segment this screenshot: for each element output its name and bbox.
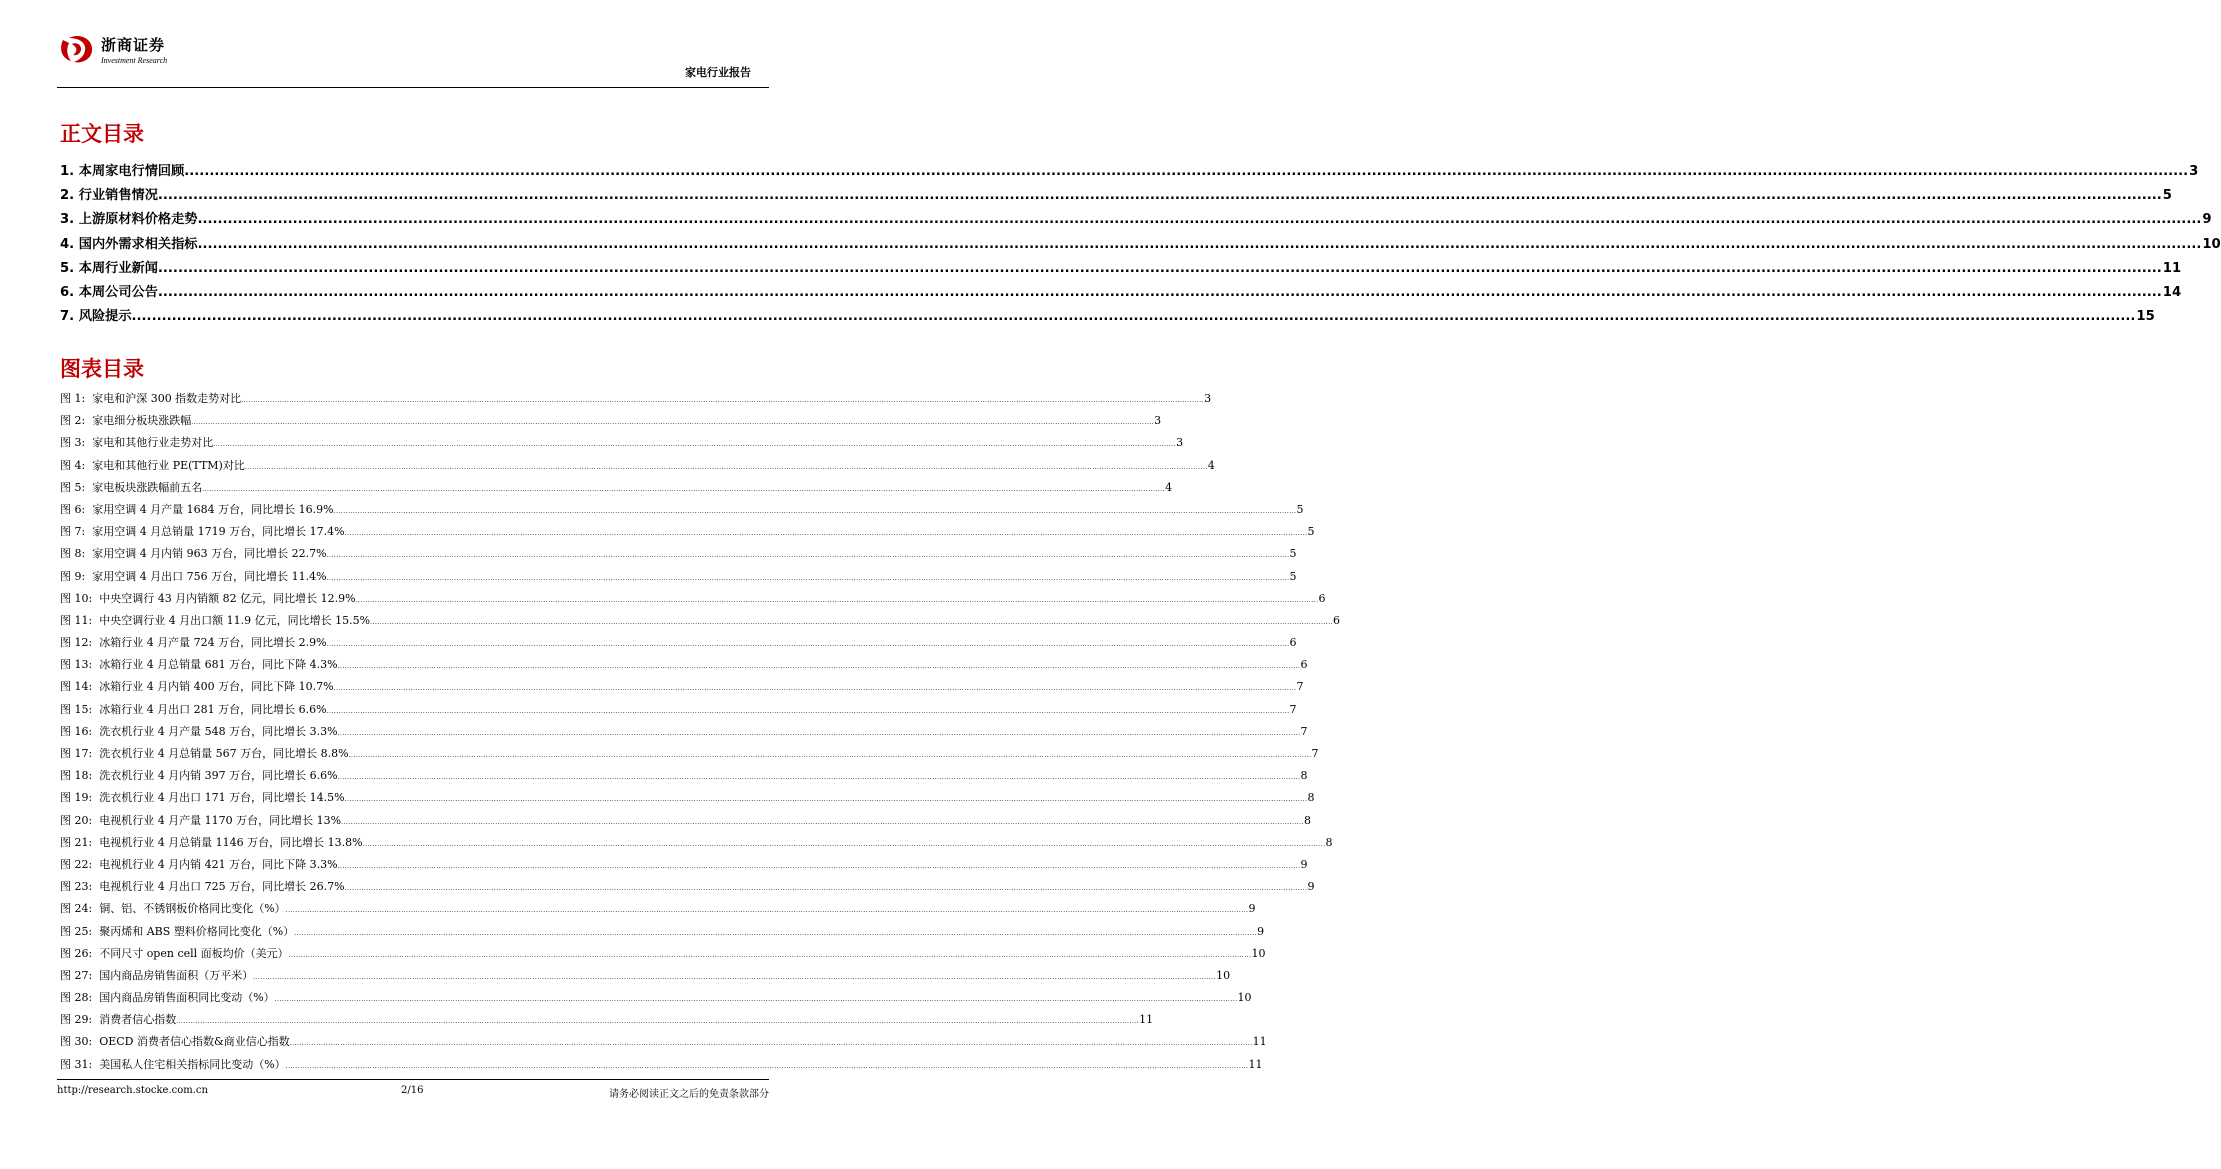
figure-entry[interactable] [60, 654, 1308, 676]
dot-leader: ................................................................................................................................................................................................................................................................................................................................................................................................................ [333, 507, 1297, 515]
figure-entry[interactable] [60, 699, 1297, 721]
figure-entry-label: 图 2: 家电细分板块涨跌幅 [60, 414, 192, 428]
toc-entry[interactable] [60, 233, 2221, 257]
figure-entry[interactable] [60, 521, 1315, 543]
figure-entry-label: 图 14: 冰箱行业 4 月内销 400 万台，同比下降 10.7% [60, 680, 334, 694]
dot-leader: ................................................................................................................................................................................................................................................................................................................................................................................................................ [191, 419, 1155, 427]
figure-list [60, 388, 1341, 1076]
dot-leader: ................................................................................................................................................................................................................................................................................................................................................................................................................ [370, 618, 1334, 626]
dot-leader: ................................................................................................................................................................................................................................................................................................................................................................................................................ [157, 284, 2162, 300]
toc-entry[interactable] [60, 160, 2199, 184]
figure-entry-label: 图 25: 聚丙烯和 ABS 塑料价格同比变化（%） [60, 924, 295, 938]
figure-entry-page: 7 [1300, 724, 1308, 738]
figure-entry-page: 11 [1139, 1013, 1154, 1027]
figure-entry[interactable] [60, 721, 1308, 743]
figure-entry-page: 5 [1289, 547, 1297, 561]
dot-leader: ................................................................................................................................................................................................................................................................................................................................................................................................................ [337, 663, 1301, 671]
figure-entry-page: 9 [1257, 924, 1265, 938]
figure-entry-label: 图 20: 电视机行业 4 月产量 1170 万台，同比增长 13% [60, 813, 342, 827]
figure-entry[interactable] [60, 810, 1312, 832]
figure-entry-page: 5 [1296, 502, 1304, 516]
brand-name: 浙商证券 [101, 36, 166, 54]
dot-leader: ................................................................................................................................................................................................................................................................................................................................................................................................................ [176, 1018, 1140, 1026]
figure-entry-label: 图 22: 电视机行业 4 月内销 421 万台，同比下降 3.3% [60, 857, 338, 871]
figure-entry-label: 图 12: 冰箱行业 4 月产量 724 万台，同比增长 2.9% [60, 636, 327, 650]
dot-leader: ................................................................................................................................................................................................................................................................................................................................................................................................................ [213, 441, 1177, 449]
dot-leader: ................................................................................................................................................................................................................................................................................................................................................................................................................ [326, 574, 1290, 582]
figure-entry-label: 图 8: 家用空调 4 月内销 963 万台，同比增长 22.7% [60, 547, 327, 561]
figure-entry-label: 图 30: OECD 消费者信心指数&商业信心指数 [60, 1035, 290, 1049]
figure-entry-page: 4 [1207, 458, 1215, 472]
figure-entry[interactable] [60, 543, 1297, 565]
dot-leader: ................................................................................................................................................................................................................................................................................................................................................................................................................ [131, 309, 2136, 325]
dot-leader: ................................................................................................................................................................................................................................................................................................................................................................................................................ [344, 885, 1308, 893]
figure-entry[interactable] [60, 410, 1162, 432]
figure-entry-label: 图 10: 中央空调行 43 月内销额 82 亿元，同比增长 12.9% [60, 591, 356, 605]
figure-entry-page: 10 [1216, 968, 1231, 982]
figure-entry-page: 7 [1296, 680, 1304, 694]
dot-leader: ................................................................................................................................................................................................................................................................................................................................................................................................................ [197, 236, 2202, 252]
figure-entry-page: 7 [1311, 747, 1319, 760]
figure-entry-label: 图 28: 国内商品房销售面积同比变动（%） [60, 991, 275, 1005]
figure-entry[interactable] [60, 787, 1315, 809]
table-of-contents [60, 160, 2221, 329]
dot-leader: ................................................................................................................................................................................................................................................................................................................................................................................................................ [244, 463, 1208, 471]
figure-entry[interactable] [60, 898, 1256, 920]
figure-entry-page: 5 [1307, 525, 1315, 539]
figure-entry-label: 图 1: 家电和沪深 300 指数走势对比 [60, 392, 242, 405]
figure-entry-label: 图 19: 洗衣机行业 4 月出口 171 万台，同比增长 14.5% [60, 791, 345, 805]
dot-leader: ................................................................................................................................................................................................................................................................................................................................................................................................................ [344, 530, 1308, 538]
toc-entry-label: 3. 上游原材料价格走势 [60, 212, 198, 228]
toc-entry-label: 5. 本周行业新闻 [60, 260, 158, 276]
toc-entry[interactable] [60, 281, 2182, 305]
toc-entry-page: 9 [2202, 212, 2212, 228]
figure-entry[interactable] [60, 477, 1173, 499]
figure-entry-page: 6 [1289, 636, 1297, 650]
dot-leader: ................................................................................................................................................................................................................................................................................................................................................................................................................ [326, 707, 1290, 715]
figure-entry-page: 6 [1318, 591, 1326, 605]
toc-title: 正文目录 [60, 122, 144, 146]
figure-entry[interactable] [60, 455, 1215, 477]
footer-url[interactable]: http://research.stocke.com.cn [57, 1085, 208, 1096]
figure-entry-label: 图 15: 冰箱行业 4 月出口 281 万台，同比增长 6.6% [60, 702, 327, 716]
dot-leader: ................................................................................................................................................................................................................................................................................................................................................................................................................ [294, 929, 1258, 937]
figure-entry-page: 9 [1248, 902, 1256, 916]
figure-entry-page: 8 [1325, 835, 1333, 849]
figure-entry-page: 3 [1204, 392, 1212, 405]
header-divider [57, 87, 769, 88]
toc-entry[interactable] [60, 305, 2155, 329]
toc-entry[interactable] [60, 257, 2182, 281]
figure-entry-label: 图 27: 国内商品房销售面积（万平米） [60, 968, 254, 982]
dot-leader: ................................................................................................................................................................................................................................................................................................................................................................................................................ [241, 397, 1205, 404]
dot-leader: ................................................................................................................................................................................................................................................................................................................................................................................................................ [274, 996, 1238, 1004]
toc-entry-label: 7. 风险提示 [60, 309, 132, 325]
figure-entry-page: 11 [1252, 1035, 1267, 1049]
brand-logo-icon [57, 34, 95, 64]
toc-entry-label: 4. 国内外需求相关指标 [60, 236, 198, 252]
figure-entry[interactable] [60, 566, 1297, 588]
figure-entry-label: 图 23: 电视机行业 4 月出口 725 万台，同比增长 26.7% [60, 880, 345, 894]
dot-leader: ................................................................................................................................................................................................................................................................................................................................................................................................................ [326, 552, 1290, 560]
figure-entry-page: 9 [1300, 857, 1308, 871]
figure-entry-page: 8 [1304, 813, 1312, 827]
dot-leader: ................................................................................................................................................................................................................................................................................................................................................................................................................ [341, 818, 1305, 826]
figure-entry[interactable] [60, 943, 1266, 965]
dot-leader: ................................................................................................................................................................................................................................................................................................................................................................................................................ [285, 907, 1249, 915]
figure-entry-label: 图 31: 美国私人住宅相关指标同比变动（%） [60, 1057, 286, 1071]
figure-entry-page: 9 [1307, 880, 1315, 894]
dot-leader: ................................................................................................................................................................................................................................................................................................................................................................................................................ [184, 164, 2189, 179]
dot-leader: ................................................................................................................................................................................................................................................................................................................................................................................................................ [333, 685, 1297, 693]
figure-entry-label: 图 5: 家电板块涨跌幅前五名 [60, 480, 203, 494]
toc-entry-label: 2. 行业销售情况 [60, 188, 158, 204]
figures-title: 图表目录 [60, 357, 144, 381]
figure-entry[interactable] [60, 854, 1308, 876]
figure-entry[interactable] [60, 610, 1341, 632]
figure-entry-label: 图 17: 洗衣机行业 4 月总销量 567 万台，同比增长 8.8% [60, 747, 349, 760]
figure-entry-label: 图 11: 中央空调行业 4 月出口额 11.9 亿元，同比增长 15.5% [60, 613, 371, 627]
footer-divider [57, 1079, 769, 1080]
figure-entry-page: 3 [1176, 436, 1184, 450]
toc-entry-page: 5 [2162, 188, 2172, 204]
dot-leader: ................................................................................................................................................................................................................................................................................................................................................................................................................ [348, 752, 1312, 759]
figure-entry[interactable] [60, 499, 1304, 521]
figure-entry[interactable] [60, 1054, 1263, 1076]
figure-entry-page: 10 [1237, 991, 1252, 1005]
figure-entry[interactable] [60, 987, 1252, 1009]
figure-entry[interactable] [60, 876, 1315, 898]
toc-entry-label: 1. 本周家电行情回顾 [60, 164, 185, 179]
dot-leader: ................................................................................................................................................................................................................................................................................................................................................................................................................ [197, 212, 2202, 228]
dot-leader: ................................................................................................................................................................................................................................................................................................................................................................................................................ [285, 1062, 1249, 1070]
figure-entry-page: 5 [1289, 569, 1297, 583]
dot-leader: ................................................................................................................................................................................................................................................................................................................................................................................................................ [337, 729, 1301, 737]
dot-leader: ................................................................................................................................................................................................................................................................................................................................................................................................................ [289, 1040, 1253, 1048]
toc-entry-page: 10 [2202, 236, 2221, 252]
dot-leader: ................................................................................................................................................................................................................................................................................................................................................................................................................ [362, 840, 1326, 848]
figure-entry-label: 图 6: 家用空调 4 月产量 1684 万台，同比增长 16.9% [60, 502, 334, 516]
figure-entry[interactable] [60, 388, 1212, 410]
figure-entry-label: 图 18: 洗衣机行业 4 月内销 397 万台，同比增长 6.6% [60, 769, 338, 783]
toc-entry-label: 6. 本周公司公告 [60, 284, 158, 300]
dot-leader: ................................................................................................................................................................................................................................................................................................................................................................................................................ [253, 973, 1217, 981]
toc-entry-page: 15 [2136, 309, 2155, 325]
figure-entry-label: 图 4: 家电和其他行业 PE(TTM)对比 [60, 458, 245, 472]
figure-entry-label: 图 9: 家用空调 4 月出口 756 万台，同比增长 11.4% [60, 569, 327, 583]
toc-entry[interactable] [60, 184, 2172, 208]
figure-entry[interactable] [60, 743, 1319, 765]
figure-entry-label: 图 21: 电视机行业 4 月总销量 1146 万台，同比增长 13.8% [60, 835, 363, 849]
footer-disclaimer: 请务必阅读正文之后的免责条款部分 [609, 1089, 769, 1100]
dot-leader: ................................................................................................................................................................................................................................................................................................................................................................................................................ [157, 188, 2162, 204]
figure-entry[interactable] [60, 1031, 1267, 1053]
figure-entry-page: 4 [1165, 480, 1173, 494]
figure-entry[interactable] [60, 921, 1265, 943]
figure-entry-page: 8 [1307, 791, 1315, 805]
dot-leader: ................................................................................................................................................................................................................................................................................................................................................................................................................ [355, 596, 1319, 604]
figure-entry[interactable] [60, 965, 1231, 987]
page-header [57, 30, 769, 88]
toc-entry[interactable] [60, 208, 2212, 232]
figure-entry-page: 6 [1333, 613, 1341, 627]
brand-english: Investment Research [101, 56, 168, 65]
figure-entry-page: 6 [1300, 658, 1308, 672]
figure-entry[interactable] [60, 676, 1304, 698]
dot-leader: ................................................................................................................................................................................................................................................................................................................................................................................................................ [337, 862, 1301, 870]
dot-leader: ................................................................................................................................................................................................................................................................................................................................................................................................................ [344, 796, 1308, 804]
toc-entry-page: 14 [2162, 284, 2182, 300]
dot-leader: ................................................................................................................................................................................................................................................................................................................................................................................................................ [326, 641, 1290, 649]
figure-entry-page: 7 [1289, 702, 1297, 716]
toc-entry-page: 11 [2162, 260, 2182, 276]
report-type: 家电行业报告 [685, 66, 751, 79]
figure-entry[interactable] [60, 432, 1184, 454]
figure-entry-label: 图 7: 家用空调 4 月总销量 1719 万台，同比增长 17.4% [60, 525, 345, 539]
dot-leader: ................................................................................................................................................................................................................................................................................................................................................................................................................ [157, 260, 2162, 276]
figure-entry-label: 图 3: 家电和其他行业走势对比 [60, 436, 214, 450]
dot-leader: ................................................................................................................................................................................................................................................................................................................................................................................................................ [202, 485, 1166, 493]
figure-entry[interactable] [60, 632, 1297, 654]
toc-entry-page: 3 [2189, 164, 2199, 179]
figure-entry[interactable] [60, 765, 1308, 787]
page-number: 2/16 [401, 1085, 424, 1096]
figure-entry[interactable] [60, 588, 1326, 610]
figure-entry-label: 图 13: 冰箱行业 4 月总销量 681 万台，同比下降 4.3% [60, 658, 338, 672]
figure-entry-page: 10 [1251, 946, 1266, 960]
figure-entry-label: 图 16: 洗衣机行业 4 月产量 548 万台，同比增长 3.3% [60, 724, 338, 738]
figure-entry-label: 图 24: 铜、铝、不锈钢板价格同比变化（%） [60, 902, 286, 916]
figure-entry[interactable] [60, 832, 1333, 854]
dot-leader: ................................................................................................................................................................................................................................................................................................................................................................................................................ [337, 774, 1301, 782]
dot-leader: ................................................................................................................................................................................................................................................................................................................................................................................................................ [288, 951, 1252, 959]
figure-entry-page: 11 [1248, 1057, 1263, 1071]
figure-entry-page: 3 [1154, 414, 1162, 428]
figure-entry[interactable] [60, 1009, 1154, 1031]
figure-entry-label: 图 29: 消费者信心指数 [60, 1013, 177, 1027]
figure-entry-page: 8 [1300, 769, 1308, 783]
figure-entry-label: 图 26: 不同尺寸 open cell 面板均价（美元） [60, 946, 289, 960]
